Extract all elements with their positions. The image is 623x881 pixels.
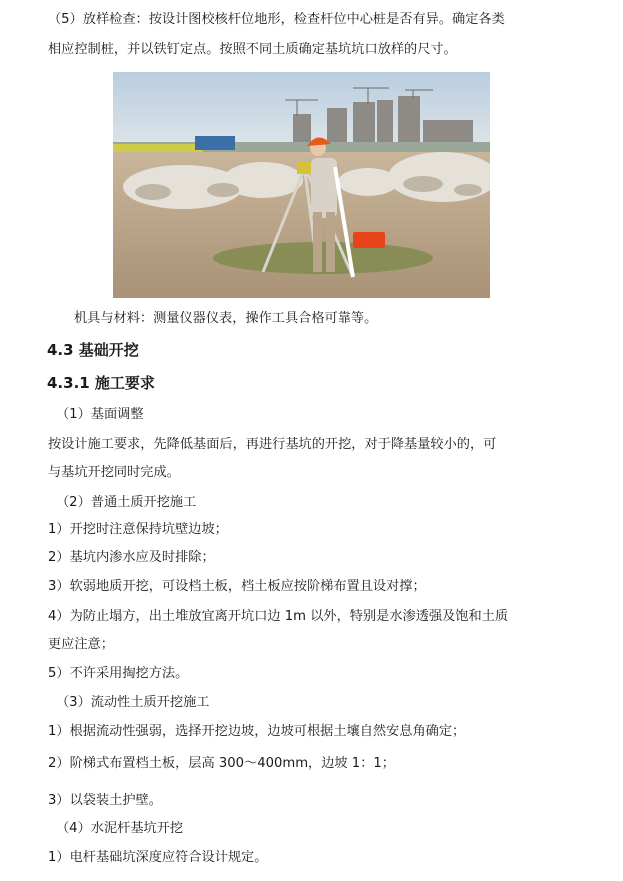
section-1-line2: 与基坑开挖同时完成。 [48,465,180,480]
section-3-item-1: 1）根据流动性强弱，选择开挖边坡，边坡可根据土壤自然安息角确定； [48,724,466,739]
section-2-item-3: 3）软弱地质开挖，可设档土板，档土板应按阶梯布置且设对撑； [48,579,426,594]
heading-4-3-1: 4.3.1 施工要求 [47,374,155,392]
section-2-title: （2）普通土质开挖施工 [56,495,197,510]
paragraph-5-line2: 相应控制桩，并以铁钉定点。按照不同土质确定基坑坑口放样的尺寸。 [48,42,457,57]
section-2-item-5: 5）不许采用掏挖方法。 [48,666,189,681]
photo-caption: 机具与材料：测量仪器仪表，操作工具合格可靠等。 [74,311,378,326]
section-1-title: （1）基面调整 [56,407,144,422]
surveying-photo [113,72,490,298]
section-2-item-4-line2: 更应注意； [48,637,114,652]
paragraph-5-line1: （5）放样检查：按设计图校核杆位地形，检查杆位中心桩是否有异。确定各类 [48,12,505,27]
section-4-item-1: 1）电杆基础坑深度应符合设计规定。 [48,850,268,865]
section-3-title: （3）流动性土质开挖施工 [56,695,210,710]
section-1-line1: 按设计施工要求，先降低基面后，再进行基坑的开挖，对于降基量较小的，可 [48,437,497,452]
heading-4-3: 4.3 基础开挖 [47,341,139,359]
section-3-item-3: 3）以袋装土护壁。 [48,793,162,808]
section-3-item-2: 2）阶梯式布置档土板，层高 300～400mm，边坡 1：1； [48,756,395,771]
section-4-title: （4）水泥杆基坑开挖 [56,821,184,836]
section-2-item-2: 2）基坑内渗水应及时排除； [48,550,215,565]
section-2-item-4-line1: 4）为防止塌方，出土堆放宜离开坑口边 1m 以外，特别是水渗透强及饱和土质 [48,609,509,624]
section-2-item-1: 1）开挖时注意保持坑壁边坡； [48,522,228,537]
